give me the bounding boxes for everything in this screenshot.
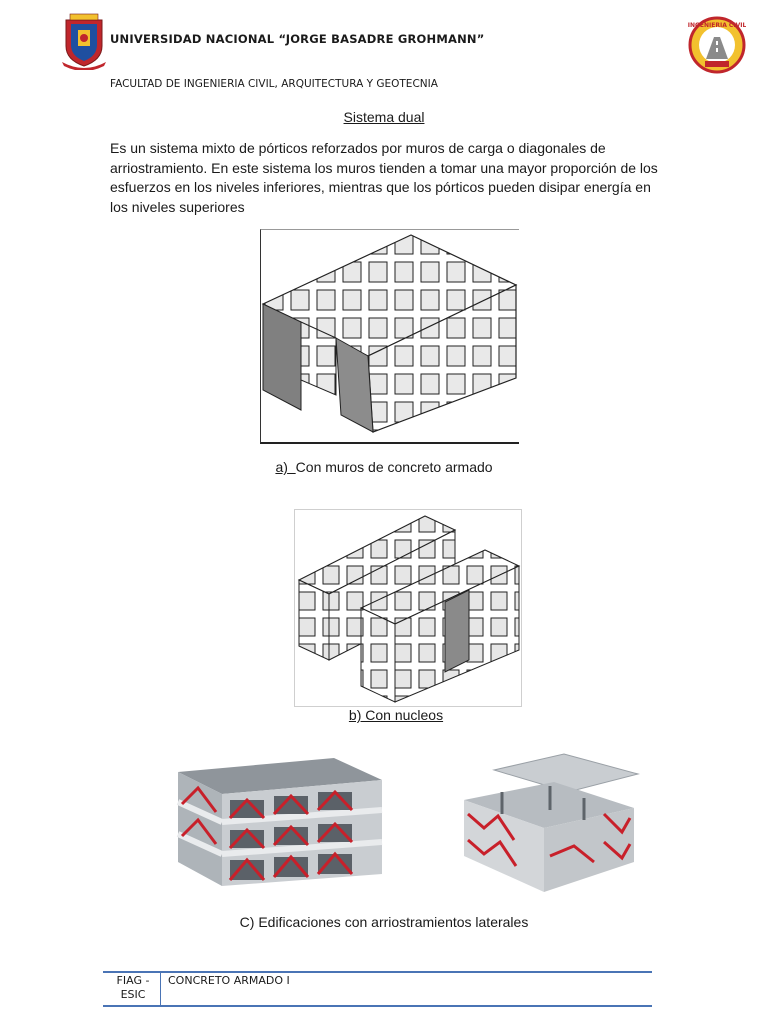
faculty-name: FACULTAD DE INGENIERIA CIVIL, ARQUITECTURA Y GEOTECNIA [110,78,438,90]
intro-paragraph: Es un sistema mixto de pórticos reforzados por muros de carga o diagonales de arriostramiento. En este sistema los muros tienden a tomar una mayor proporción de los esfuerzos en los niveles inferiores, mientras que los pórticos pueden disipar energía en los niveles superiores [110,140,658,215]
caption-figure-c: C) Edificaciones con arriostramientos laterales [239,914,529,930]
footer-left-cell [106,974,160,1002]
caption-a-marker: a) [275,459,288,475]
footer-rule-bottom [103,1005,652,1007]
section-title: Sistema dual [343,109,425,125]
footer-left-line2: ESIC [120,988,146,1001]
footer-left-line1: FIAG - [116,974,150,987]
footer-course-name: CONCRETO ARMADO I [168,974,290,987]
figure-a-shear-wall-building [261,230,519,442]
caption-figure-b: b) Con nucleos [348,707,444,723]
logo-text: INGENIERIA CIVIL [688,22,746,29]
figure-a-frame [260,229,519,444]
ingenieria-civil-logo [688,15,746,75]
caption-a-text: Con muros de concreto armado [295,459,493,475]
figure-c-braced-building [174,750,386,888]
university-crest-logo [60,12,108,70]
footer-rule-top [103,971,652,973]
figure-b-core-building [295,510,521,706]
figure-c-braced-core-building [454,752,642,896]
figure-b-frame [294,509,522,707]
footer-divider [160,973,161,1005]
caption-figure-a [200,459,568,475]
university-name: UNIVERSIDAD NACIONAL “JORGE BASADRE GROHMANN” [110,32,485,46]
